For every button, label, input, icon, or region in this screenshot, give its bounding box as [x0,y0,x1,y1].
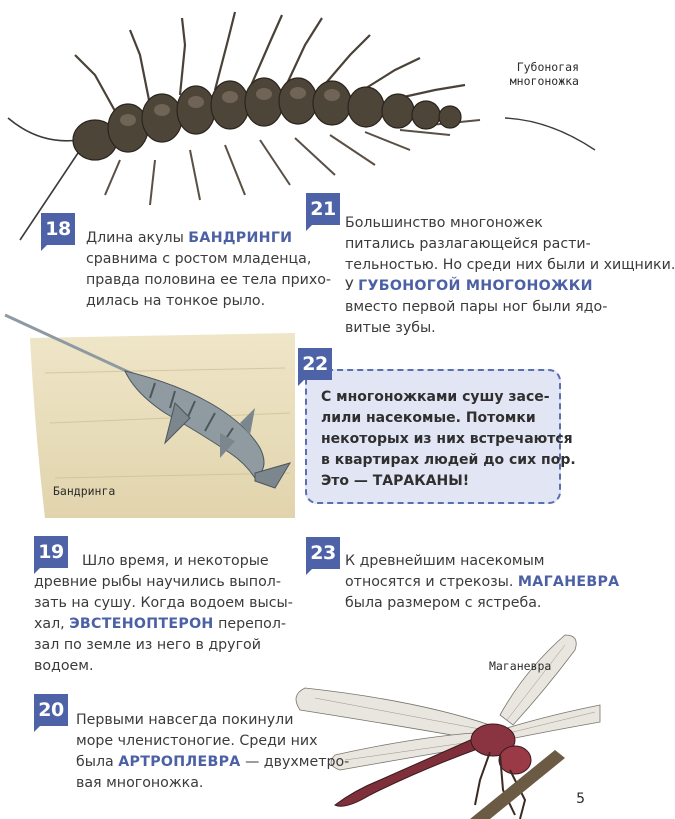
keyword: БАНДРИНГИ [188,230,293,246]
text-line [76,773,349,794]
text-line [34,551,293,572]
fact-23-text [345,551,619,614]
text-run: хал, [34,616,70,632]
text-run: У [345,278,359,294]
text-run: была размером с ястреба. [345,595,542,611]
meganeura-caption: Маганевра [489,659,552,673]
callout-line: некоторых из них встречаются [321,431,573,447]
text-line [76,710,349,731]
centipede-caption-line-1: Губоногая [516,60,579,74]
text-run: дилась на тонкое рыло. [86,293,266,309]
text-line [345,234,675,255]
bandringa-caption: Бандринга [53,484,116,498]
text-line [86,270,331,291]
fact-22-text [321,387,576,492]
keyword: ГУБОНОГОЙ МНОГОНОЖКИ [358,278,593,294]
page-number: 5 [576,791,585,807]
text-run: вая многоножка. [76,775,204,791]
fact-21-text [345,213,675,339]
text-run: Шло время, и некоторые [82,553,269,569]
callout-line: Это — ТАРАКАНЫ! [321,473,470,489]
text-run: зал по земле из него в другой [34,637,261,653]
text-run: сравнима с ростом младенца, [86,251,312,267]
text-run: Первыми навсегда покинули [76,712,294,728]
text-run: море членистоногие. Среди них [76,733,318,749]
text-line [34,635,293,656]
text-line [345,593,619,614]
text-line [345,572,619,593]
text-run: К древнейшим насекомым [345,553,545,569]
text-run: водоем. [34,658,94,674]
bandringa-illustration [5,313,295,518]
text-run: правда половина ее тела прихо- [86,272,332,288]
text-run: Длина акулы [86,230,189,246]
callout-line: лили насекомые. Потомки [321,410,536,426]
fact-20-text [76,710,349,794]
text-run: Большинство многоножек [345,215,543,231]
text-line [34,572,293,593]
text-line [76,731,349,752]
text-line [345,276,675,297]
keyword: АРТРОПЛЕВРА [118,754,241,770]
fact-19-text [34,551,293,677]
text-run: питались разлагающейся расти- [345,236,591,252]
text-run: вместо первой пары ног были ядо- [345,299,608,315]
text-line [86,228,331,249]
text-run: зать на сушу. Когда водоем высы- [34,595,293,611]
text-line [345,551,619,572]
text-run: древние рыбы научились выпол- [34,574,281,590]
callout-line: С многоножками сушу засе- [321,389,550,405]
text-run: витые зубы. [345,320,436,336]
text-line [345,318,675,339]
text-run: — двухметро- [240,754,350,770]
text-line [76,752,349,773]
text-run: относятся и стрекозы. [345,574,518,590]
text-run: перепол- [213,616,287,632]
text-line [34,614,293,635]
text-line [86,291,331,312]
text-line [34,593,293,614]
fact-18-number: 18 [41,213,75,245]
text-run: была [76,754,119,770]
text-line [345,297,675,318]
centipede-caption-line-2: многоножка [509,74,579,88]
text-run: тельностью. Но среди них были и хищники. [345,257,675,273]
centipede-caption [505,60,579,88]
keyword: ЭВСТЕНОПТЕРОН [69,616,214,632]
fact-22-number: 22 [298,348,332,380]
fact-20-number: 20 [34,694,68,726]
fact-18-text [86,228,331,312]
text-line [345,255,675,276]
callout-line: в квартирах людей до сих пор. [321,452,576,468]
keyword: МАГАНЕВРА [517,574,620,590]
fact-21-number: 21 [306,193,340,225]
text-line [86,249,331,270]
centipede-illustration [0,0,600,215]
text-line [34,656,293,677]
fact-19-number: 19 [34,536,68,568]
text-line [345,213,675,234]
fact-23-number: 23 [306,537,340,569]
